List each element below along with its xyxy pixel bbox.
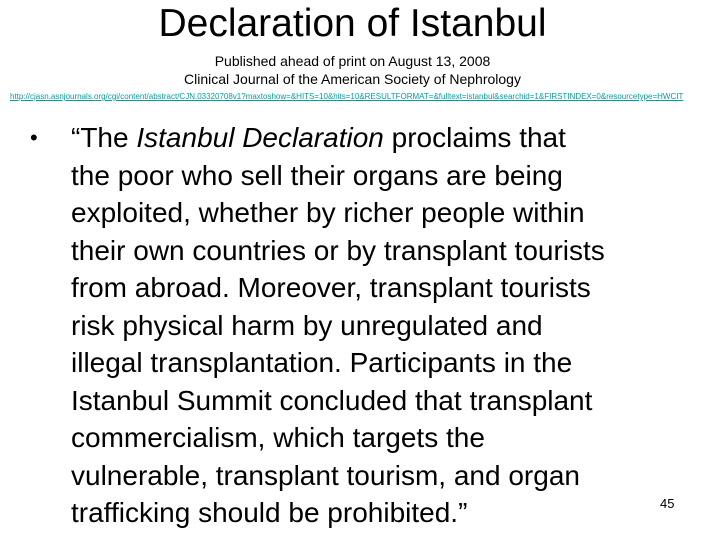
quote-line-7: illegal transplantation. Participants in the [71, 347, 573, 378]
subtitle-journal-name: Clinical Journal of the American Society of Nephrology [184, 71, 521, 87]
quote-line-10: vulnerable, transplant tourism, and organ [71, 459, 580, 491]
source-url-link[interactable]: http://cjasn.asnjournals.org/cgi/content/abstract/CJN.03320708v1?maxtoshow=&HITS=10&hits=10&RESULTFORMAT=&fulltext=istanbul&searchid=1&FIRSTINDEX=0&resourcetype=HWCIT [10, 92, 684, 101]
quote-open: “The [71, 122, 137, 153]
quote-line-2: the poor who sell their organs are being [71, 159, 563, 191]
quote-line-1-rest: proclaims that [383, 122, 566, 153]
quote-line-4: their own countries or by transplant tourists [71, 234, 605, 266]
quote-emphasis: Istanbul Declaration [136, 122, 384, 153]
quote-line-8: Istanbul Summit concluded that transplant [71, 384, 593, 416]
bullet-icon: • [30, 125, 38, 150]
slide-title: Declaration of Istanbul [158, 2, 547, 45]
slide-page-number: 45 [660, 496, 675, 511]
quote-line-3: exploited, whether by richer people within [71, 197, 585, 228]
quote-text [71, 119, 671, 532]
quote-line-11: trafficking should be prohibited.” [71, 497, 468, 528]
quote-line-9: commercialism, which targets the [71, 422, 485, 453]
quote-line-5: from abroad. Moreover, transplant tourists [71, 272, 591, 303]
subtitle-publication-date: Published ahead of print on August 13, 2008 [214, 53, 491, 69]
quote-line-6: risk physical harm by unregulated and [71, 309, 543, 341]
quote-line-1 [71, 119, 671, 157]
